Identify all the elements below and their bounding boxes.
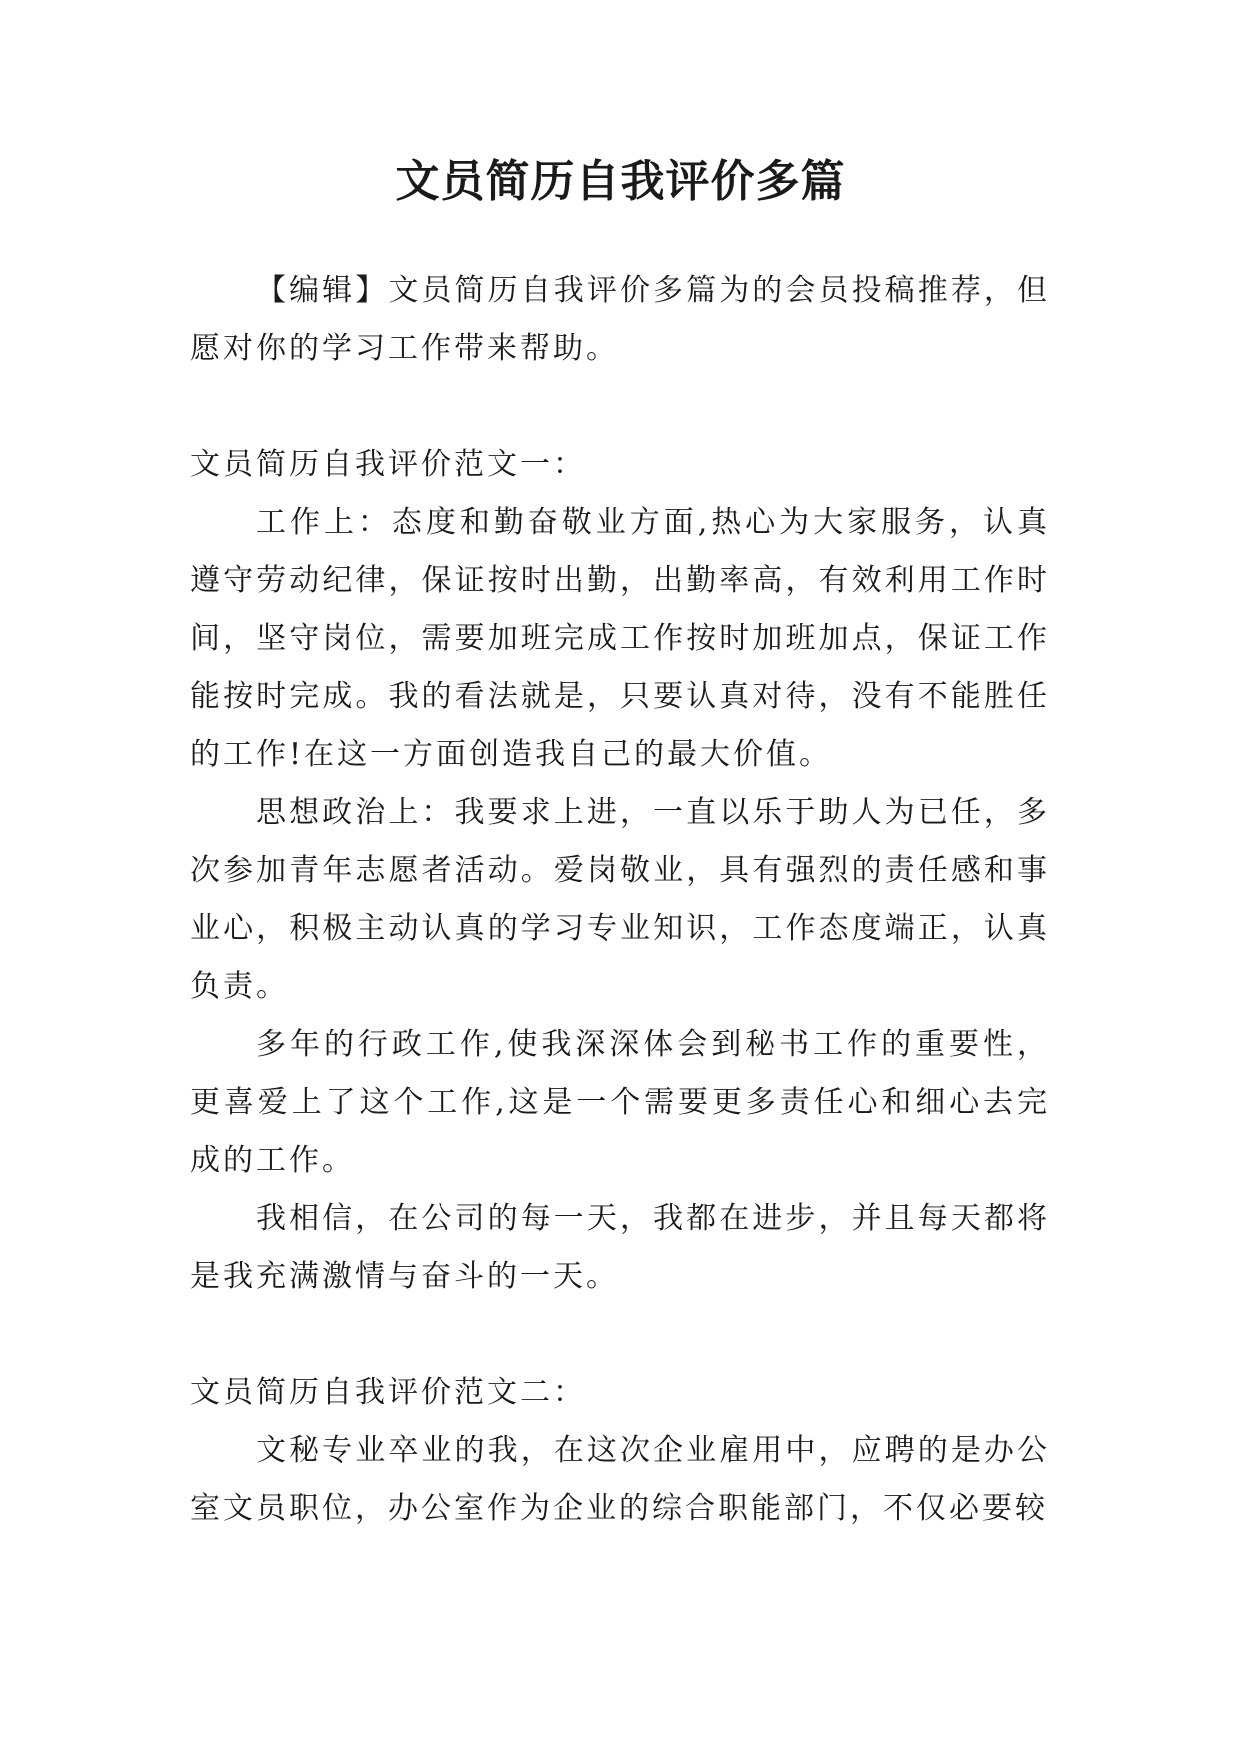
section1-paragraph-3: 多年的行政工作,使我深深体会到秘书工作的重要性，更喜爱上了这个工作,这是一个需要更多责任心和细心去完成的工作。 — [190, 1027, 1050, 1178]
section1-paragraph-1: 工作上：态度和勤奋敬业方面,热心为大家服务，认真遵守劳动纪律，保证按时出勤，出勤率高，有效利用工作时间，坚守岗位，需要加班完成工作按时加班加点，保证工作能按时完成。我的看法就是，只要认真对待，没有不能胜任的工作!在这一方面创造我自己的最大价值。 — [190, 505, 1050, 772]
paragraph-gap — [190, 1306, 1050, 1364]
document-title: 文员简历自我评价多篇 — [395, 156, 846, 207]
section1-paragraph-4: 我相信，在公司的每一天，我都在进步，并且每天都将是我充满激情与奋斗的一天。 — [190, 1201, 1050, 1294]
section-heading-1: 文员简历自我评价范文一： — [190, 447, 586, 482]
section-heading-2: 文员简历自我评价范文二： — [190, 1375, 586, 1410]
section2-paragraph-1: 文秘专业卒业的我，在这次企业雇用中，应聘的是办公室文员职位，办公室作为企业的综合职能部门，不仅必要较 — [190, 1433, 1050, 1526]
section1-paragraph-2: 思想政治上：我要求上进，一直以乐于助人为已任，多次参加青年志愿者活动。爱岗敬业，具有强烈的责任感和事业心，积极主动认真的学习专业知识，工作态度端正，认真负责。 — [190, 795, 1050, 1004]
intro-paragraph: 【编辑】文员简历自我评价多篇为的会员投稿推荐，但愿对你的学习工作带来帮助。 — [190, 273, 1050, 366]
document-body — [190, 262, 1050, 1538]
paragraph-gap — [190, 378, 1050, 436]
